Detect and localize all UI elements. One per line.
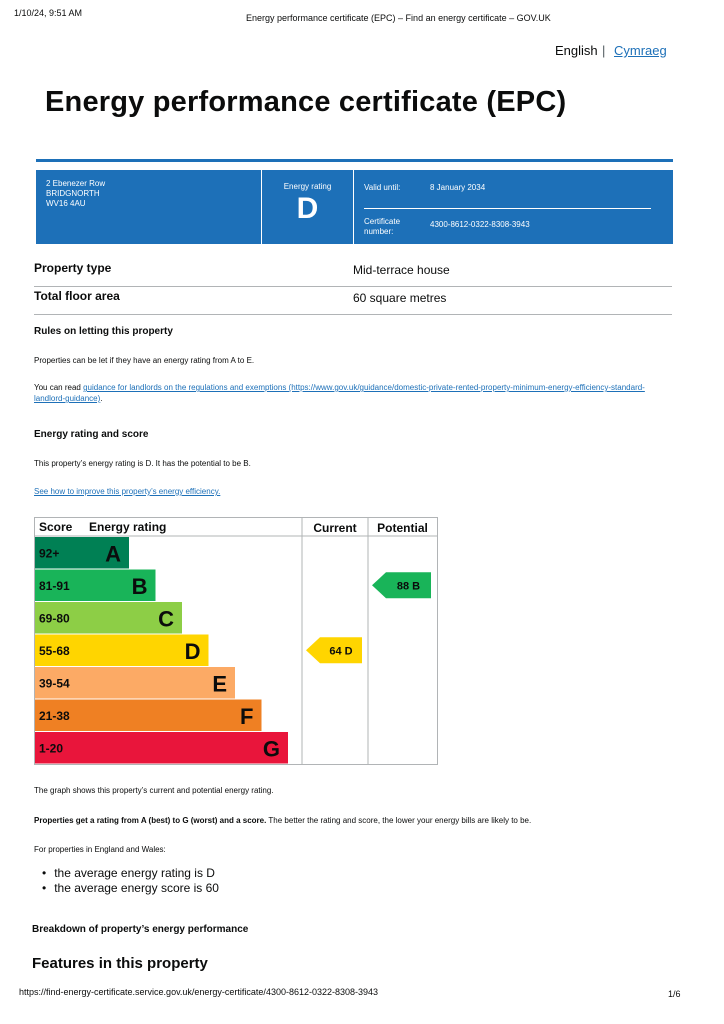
band-score-d: 55-68 bbox=[39, 643, 70, 658]
current-rating-label: 64 D bbox=[329, 645, 353, 658]
guidance-prefix: You can read bbox=[34, 383, 84, 392]
band-letter-f: F bbox=[240, 703, 254, 729]
language-separator: | bbox=[602, 43, 606, 58]
landlord-guidance-link[interactable]: guidance for landlords on the regulations and exemptions (https://www.gov.uk/guidance/domestic-private-rented-property-minimum-energy-efficiency-standard-landlord-guidance) bbox=[34, 383, 645, 403]
address-line-3: WV16 4AU bbox=[46, 199, 86, 208]
property-type-row bbox=[34, 258, 672, 287]
band-letter-e: E bbox=[212, 671, 227, 697]
summary-divider bbox=[353, 170, 354, 244]
band-letter-b: B bbox=[131, 573, 148, 599]
language-welsh-link[interactable]: Cymraeg bbox=[614, 43, 667, 58]
band-score-b: 81-91 bbox=[39, 578, 70, 593]
band-letter-g: G bbox=[262, 736, 280, 762]
floor-area-row bbox=[34, 286, 672, 315]
floor-area-label: Total floor area bbox=[34, 289, 120, 303]
title-rule bbox=[36, 159, 673, 162]
property-address bbox=[46, 179, 105, 209]
band-score-e: 39-54 bbox=[39, 676, 70, 691]
page-title: Energy performance certificate (EPC) bbox=[45, 86, 567, 118]
energy-rating-chart-svg bbox=[35, 518, 437, 764]
band-letter-c: C bbox=[158, 606, 174, 632]
certificate-number-value: 4300-8612-0322-8308-3943 bbox=[430, 220, 530, 229]
valid-until-label: Valid until: bbox=[364, 183, 401, 192]
score-column-header: Score bbox=[39, 520, 73, 534]
guidance-suffix: . bbox=[100, 394, 103, 403]
energy-rating-text: This property’s energy rating is D. It has the potential to be B. bbox=[34, 459, 251, 468]
footer-url: https://find-energy-certificate.service.gov.uk/energy-certificate/4300-8612-0322-8308-3943 bbox=[19, 987, 379, 997]
current-column-header: Current bbox=[313, 521, 357, 535]
property-type-value: Mid-terrace house bbox=[353, 263, 450, 277]
address-line-1: 2 Ebenezer Row bbox=[46, 179, 106, 188]
page-number: 1/6 bbox=[668, 989, 681, 999]
print-datetime: 1/10/24, 9:51 AM bbox=[14, 8, 83, 18]
band-letter-a: A bbox=[105, 541, 121, 567]
summary-inner-rule bbox=[364, 208, 651, 209]
band-bar-g bbox=[35, 732, 288, 764]
energy-rating-label: Energy rating bbox=[283, 182, 332, 191]
band-score-a: 92+ bbox=[39, 546, 60, 561]
potential-column-header: Potential bbox=[377, 521, 428, 535]
letting-rules-text: Properties can be let if they have an energy rating from A to E. bbox=[34, 356, 255, 365]
rating-column-header: Energy rating bbox=[89, 520, 167, 534]
landlord-guidance-paragraph bbox=[34, 382, 654, 404]
average-rating-list bbox=[42, 866, 219, 896]
band-score-g: 1-20 bbox=[39, 741, 64, 756]
energy-rating-heading: Energy rating and score bbox=[34, 429, 149, 440]
breakdown-heading: Breakdown of property’s energy performance bbox=[32, 924, 249, 935]
rating-explanation-rest: The better the rating and score, the lower your energy bills are likely to be. bbox=[266, 816, 532, 825]
features-heading: Features in this property bbox=[32, 955, 208, 972]
england-wales-text: For properties in England and Wales: bbox=[34, 845, 166, 854]
rating-explanation-bold: Properties get a rating from A (best) to G (worst) and a score. bbox=[34, 816, 267, 825]
graph-description: The graph shows this property’s current and potential energy rating. bbox=[34, 786, 274, 795]
energy-rating-chart bbox=[34, 517, 438, 765]
energy-rating-letter: D bbox=[296, 192, 319, 225]
list-item: • the average energy rating is D bbox=[42, 866, 219, 881]
list-item: • the average energy score is 60 bbox=[42, 881, 219, 896]
floor-area-value: 60 square metres bbox=[353, 291, 447, 305]
rating-explanation bbox=[34, 816, 531, 825]
improve-efficiency-link[interactable]: See how to improve this property’s energy efficiency. bbox=[34, 487, 221, 496]
band-score-c: 69-80 bbox=[39, 611, 70, 626]
address-line-2: BRIDGNORTH bbox=[46, 189, 100, 198]
language-english: English bbox=[555, 43, 598, 58]
epc-summary-box bbox=[36, 170, 673, 244]
potential-rating-label: 88 B bbox=[396, 580, 421, 593]
band-letter-d: D bbox=[184, 638, 201, 664]
band-score-f: 21-38 bbox=[39, 708, 70, 723]
print-page-title: Energy performance certificate (EPC) – Find an energy certificate – GOV.UK bbox=[246, 13, 551, 23]
property-type-label: Property type bbox=[34, 261, 112, 275]
certificate-number-label: Certificate number: bbox=[364, 217, 401, 236]
letting-rules-heading: Rules on letting this property bbox=[34, 326, 173, 337]
valid-until-value: 8 January 2034 bbox=[430, 183, 486, 192]
